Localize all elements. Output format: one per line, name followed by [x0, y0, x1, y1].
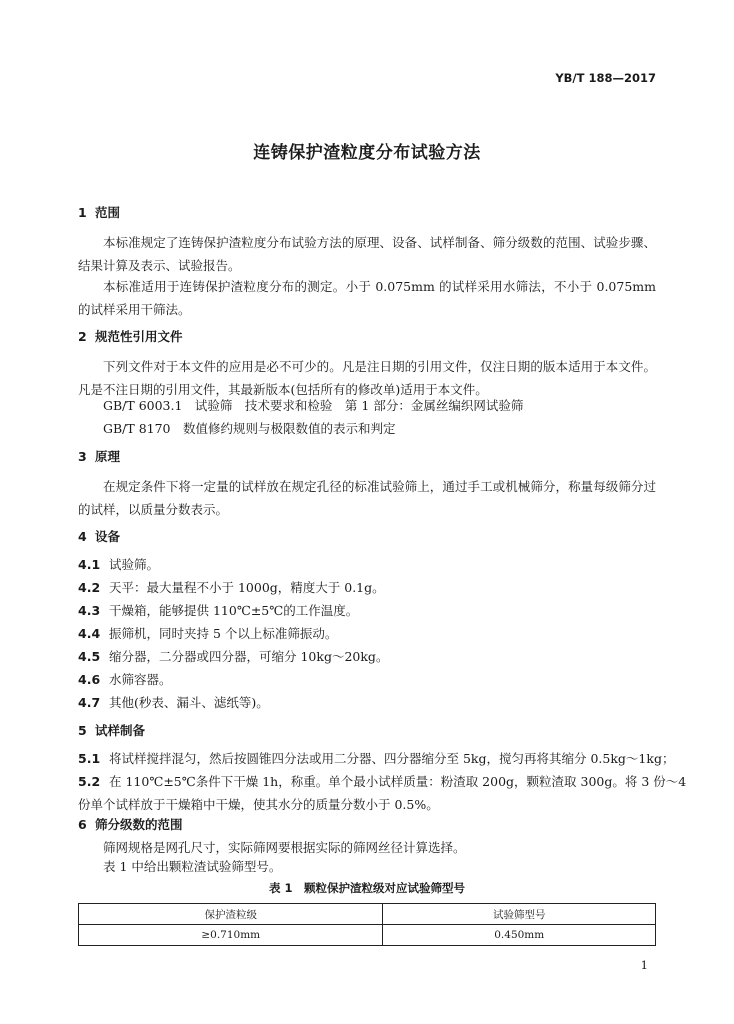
section-6-paragraph-2: 表 1 中给出颗粒渣试验筛型号。	[103, 859, 282, 874]
section-5-heading: 5 试样制备	[78, 723, 146, 738]
table-cell: 0.450mm	[383, 925, 656, 946]
section-1-heading: 1 范围	[78, 205, 121, 220]
section-1-paragraph-1: 本标准规定了连铸保护渣粒度分布试验方法的原理、设备、试样制备、筛分级数的范围、试验步骤、结果计算及表示、试验报告。	[78, 235, 656, 273]
page-number: 1	[640, 958, 648, 972]
equipment-item: 4.6 水筛容器。	[78, 672, 172, 687]
section-2-paragraph: 下列文件对于本文件的应用是必不可少的。凡是注日期的引用文件，仅注日期的版本适用于本文件。凡是不注日期的引用文件，其最新版本(包括所有的修改单)适用于本文件。	[78, 359, 656, 397]
table-1	[78, 903, 656, 946]
section-4-heading: 4 设备	[78, 529, 121, 544]
section-3-paragraph: 在规定条件下将一定量的试样放在规定孔径的标准试验筛上，通过手工或机械筛分，称量每级筛分过的试样，以质量分数表示。	[78, 479, 656, 517]
sample-prep-item: 5.2 在 110℃±5℃条件下干燥 1h，称重。单个最小试样质量：粉渣取 200g，颗粒渣取 300g。将 3 份～4	[78, 774, 687, 789]
table-row	[79, 925, 656, 946]
equipment-item: 4.7 其他(秒表、漏斗、滤纸等)。	[78, 695, 269, 710]
table-1-caption: 表 1 颗粒保护渣粒级对应试验筛型号	[268, 881, 465, 895]
equipment-item: 4.2 天平：最大量程不小于 1000g，精度大于 0.1g。	[78, 580, 385, 595]
table-header-cell: 保护渣粒级	[79, 904, 383, 925]
sample-prep-item: 5.1 将试样搅拌混匀，然后按圆锥四分法或用二分器、四分器缩分至 5kg，搅匀再将其缩分 0.5kg～1kg；	[78, 751, 675, 766]
table-cell: ≥0.710mm	[79, 925, 383, 946]
standard-code: YB/T 188—2017	[555, 71, 656, 85]
section-6-paragraph-1: 筛网规格是网孔尺寸，实际筛网要根据实际的筛网丝径计算选择。	[103, 840, 466, 855]
document-title: 连铸保护渣粒度分布试验方法	[253, 143, 481, 163]
section-3-heading: 3 原理	[78, 449, 121, 464]
sample-prep-continuation: 份单个试样放于干燥箱中干燥，使其水分的质量分数小于 0.5%。	[78, 797, 439, 812]
equipment-item: 4.5 缩分器，二分器或四分器，可缩分 10kg～20kg。	[78, 649, 389, 664]
section-2-heading: 2 规范性引用文件	[78, 329, 183, 344]
equipment-item: 4.3 干燥箱，能够提供 110℃±5℃的工作温度。	[78, 603, 359, 618]
equipment-item: 4.1 试验筛。	[78, 557, 160, 572]
equipment-item: 4.4 振筛机，同时夹持 5 个以上标准筛振动。	[78, 626, 338, 641]
table-header-cell: 试验筛型号	[383, 904, 656, 925]
section-1-paragraph-2: 本标准适用于连铸保护渣粒度分布的测定。小于 0.075mm 的试样采用水筛法，不小于 0.075mm 的试样采用干筛法。	[78, 279, 656, 317]
reference-gbt8170: GB/T 8170 数值修约规则与极限数值的表示和判定	[103, 421, 396, 436]
reference-gbt6003: GB/T 6003.1 试验筛 技术要求和检验 第 1 部分：金属丝编织网试验筛	[103, 398, 524, 413]
section-6-heading: 6 筛分级数的范围	[78, 817, 183, 832]
